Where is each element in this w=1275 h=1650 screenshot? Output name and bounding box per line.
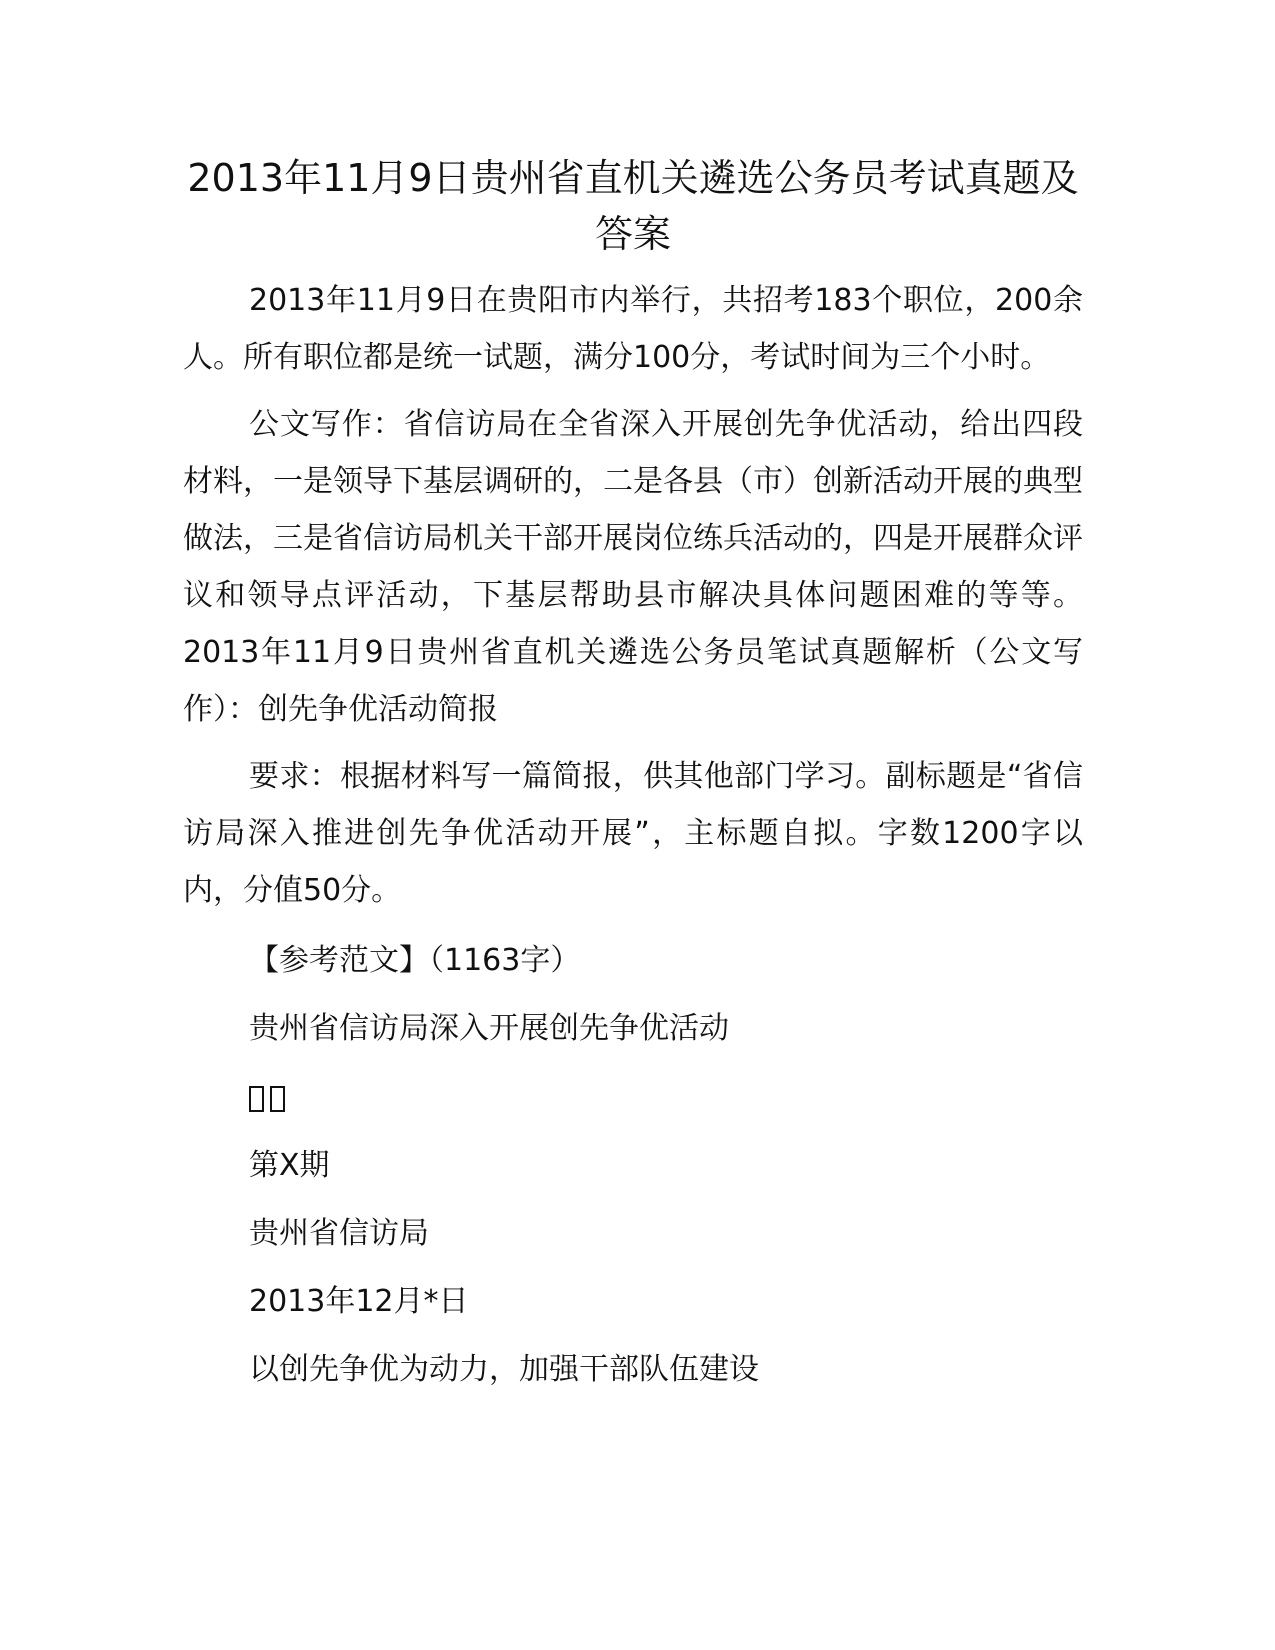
requirement-paragraph: 要求：根据材料写一篇简报，供其他部门学习。副标题是“省信访局深入推进创先争优活动开展”，主标题自拟。字数1200字以内，分值50分。 — [183, 759, 1083, 908]
issuer: 贵州省信访局 — [249, 1216, 429, 1251]
issue-number: 第X期 — [249, 1148, 330, 1183]
task-paragraph: 公文写作：省信访局在全省深入开展创先争优活动，给出四段材料，一是领导下基层调研的，二是各县（市）创新活动开展的典型做法，三是省信访局机关干部开展岗位练兵活动的，四是开展群众评议和领导点评活动，下基层帮助县市解决具体问题困难的等等。2013年11月9日贵州省直机关遴选公务员笔试真题解析（公文写作）：创先争优活动简报 — [183, 407, 1083, 727]
missing-glyph-icon — [270, 1086, 285, 1112]
section-subheading: 以创先争优为动力，加强干部队伍建设 — [249, 1352, 759, 1387]
bulletin-title: 贵州省信访局深入开展创先争优活动 — [249, 1011, 729, 1046]
missing-glyph-boxes — [249, 1069, 291, 1126]
document-title: 2013年11月9日贵州省直机关遴选公务员考试真题及答案 — [187, 156, 1079, 256]
missing-glyphs — [183, 1068, 1083, 1126]
missing-glyph-icon — [249, 1086, 264, 1112]
document-body — [183, 150, 1083, 1398]
reference-heading: 【参考范文】（1163字） — [249, 943, 581, 978]
issue-date: 2013年12月*日 — [249, 1284, 469, 1319]
intro-paragraph: 2013年11月9日在贵阳市内举行，共招考183个职位，200余人。所有职位都是统一试题，满分100分，考试时间为三个小时。 — [183, 283, 1083, 375]
